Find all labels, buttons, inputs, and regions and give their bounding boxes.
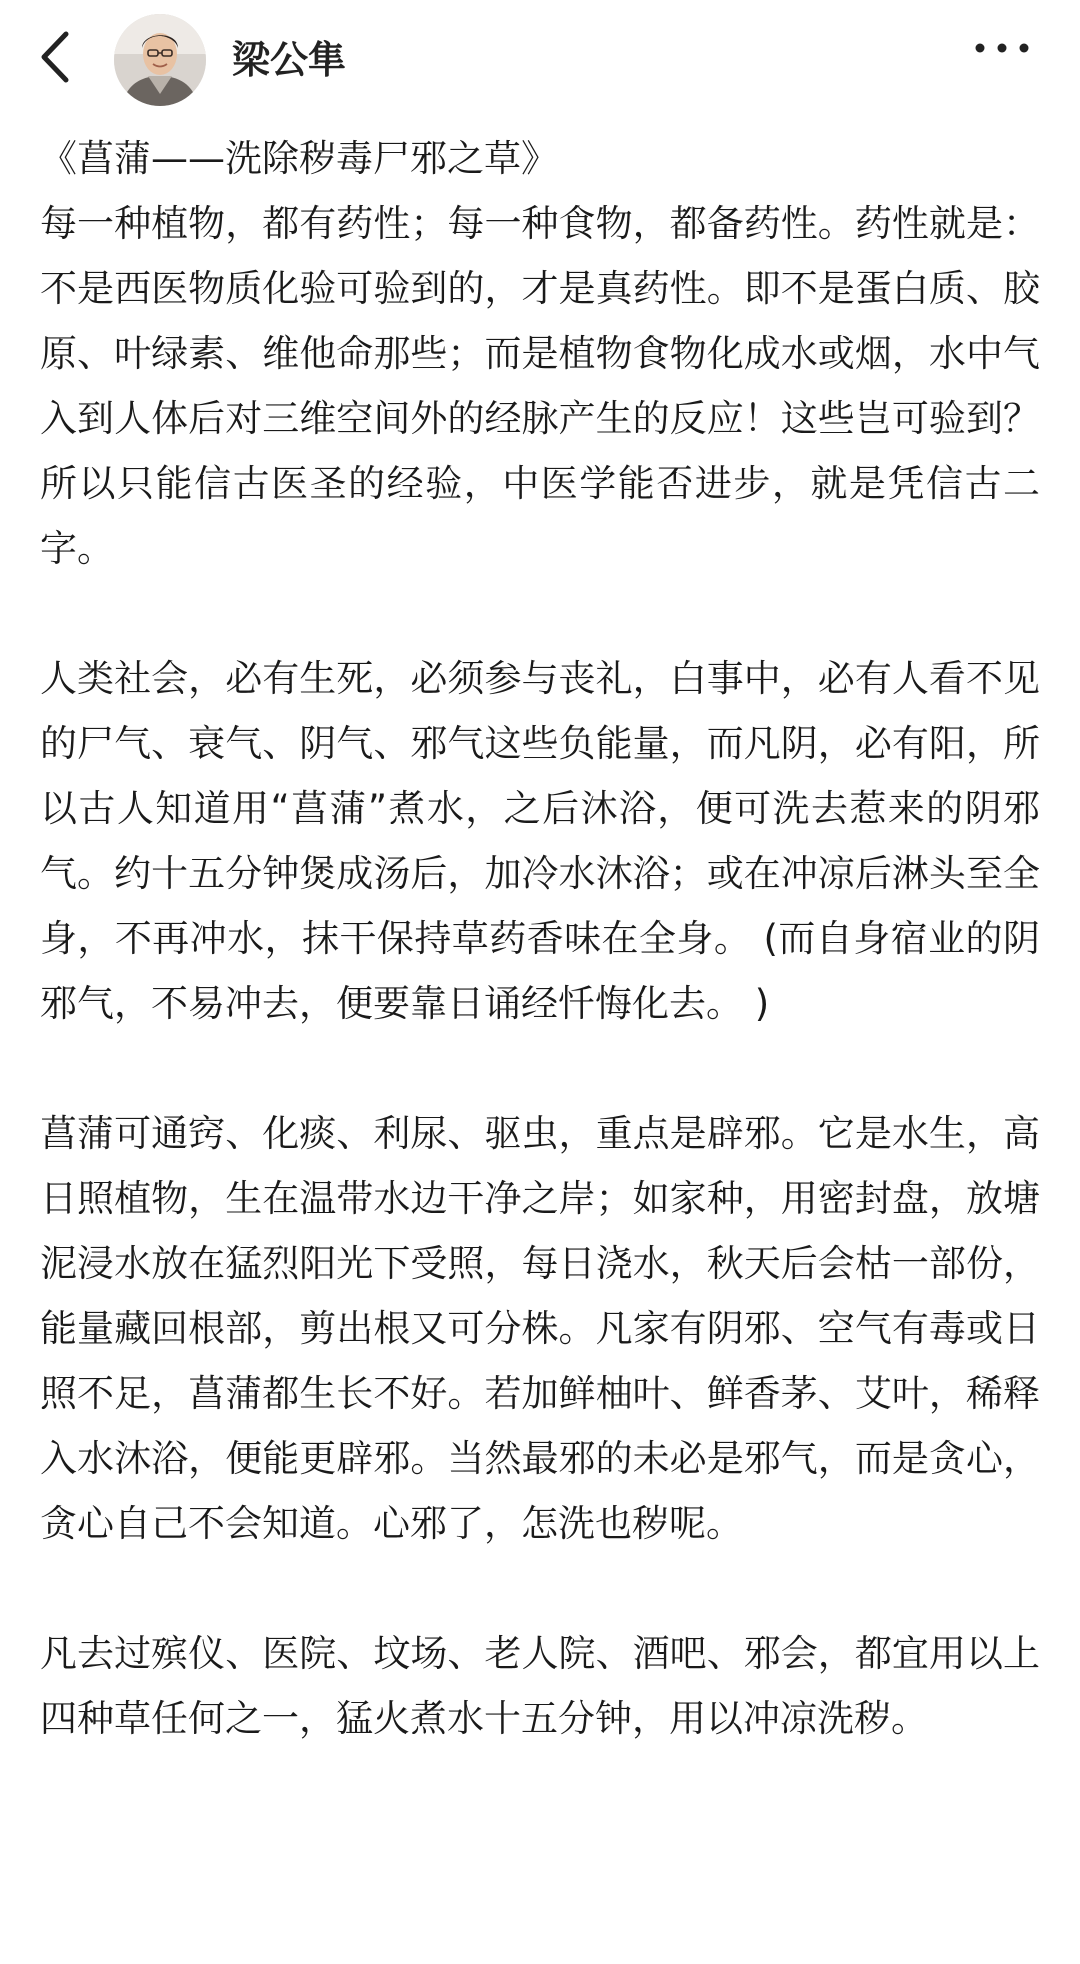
- paragraph: 每一种植物，都有药性；每一种食物，都备药性。药性就是：不是西医物质化验可验到的，才是真药性。即不是蛋白质、胶原、叶绿素、维他命那些；而是植物食物化成水或烟，水中气入到人体后对三维空间外的经脉产生的反应！这些岂可验到？所以只能信古医圣的经验，中医学能否进步，就是凭信古二字。: [40, 202, 1040, 570]
- more-button[interactable]: [970, 30, 1040, 90]
- paragraph: 人类社会，必有生死，必须参与丧礼，白事中，必有人看不见的尸气、衰气、阴气、邪气这些负能量，而凡阴，必有阳，所以古人知道用“菖蒲”煮水，之后沐浴，便可洗去惹来的阴邪气。约十五分钟煲成汤后，加冷水沐浴；或在冲凉后淋头至全身，不再冲水，抹干保持草药香味在全身。 (而自身宿业的阴邪气，不易冲去，便要靠日诵经忏悔化去。 ): [40, 657, 1040, 1025]
- avatar[interactable]: [114, 14, 206, 106]
- paragraph: 菖蒲可通窍、化痰、利尿、驱虫，重点是辟邪。它是水生，高日照植物，生在温带水边干净之岸；如家种，用密封盘，放塘泥浸水放在猛烈阳光下受照，每日浇水，秋天后会枯一部份，能量藏回根部，剪出根又可分株。凡家有阴邪、空气有毒或日照不足，菖蒲都生长不好。若加鲜柚叶、鲜香茅、艾叶，稀释入水沐浴，便能更辟邪。当然最邪的未必是邪气，而是贪心，贪心自己不会知道。心邪了，怎洗也秽呢。: [40, 1112, 1040, 1545]
- chevron-left-icon: [30, 22, 90, 92]
- top-bar: [0, 0, 1080, 120]
- author-name[interactable]: 梁公隼: [232, 38, 347, 82]
- avatar-image: [114, 14, 206, 106]
- paragraph: 凡去过殡仪、医院、坟场、老人院、酒吧、邪会，都宜用以上四种草任何之一，猛火煮水十五分钟，用以冲凉洗秽。: [40, 1632, 1040, 1740]
- post-title: 《菖蒲——洗除秽毒尸邪之草》: [40, 137, 558, 180]
- back-button[interactable]: [30, 22, 90, 92]
- post-content: [40, 126, 1040, 1751]
- more-horizontal-icon: [970, 30, 1040, 90]
